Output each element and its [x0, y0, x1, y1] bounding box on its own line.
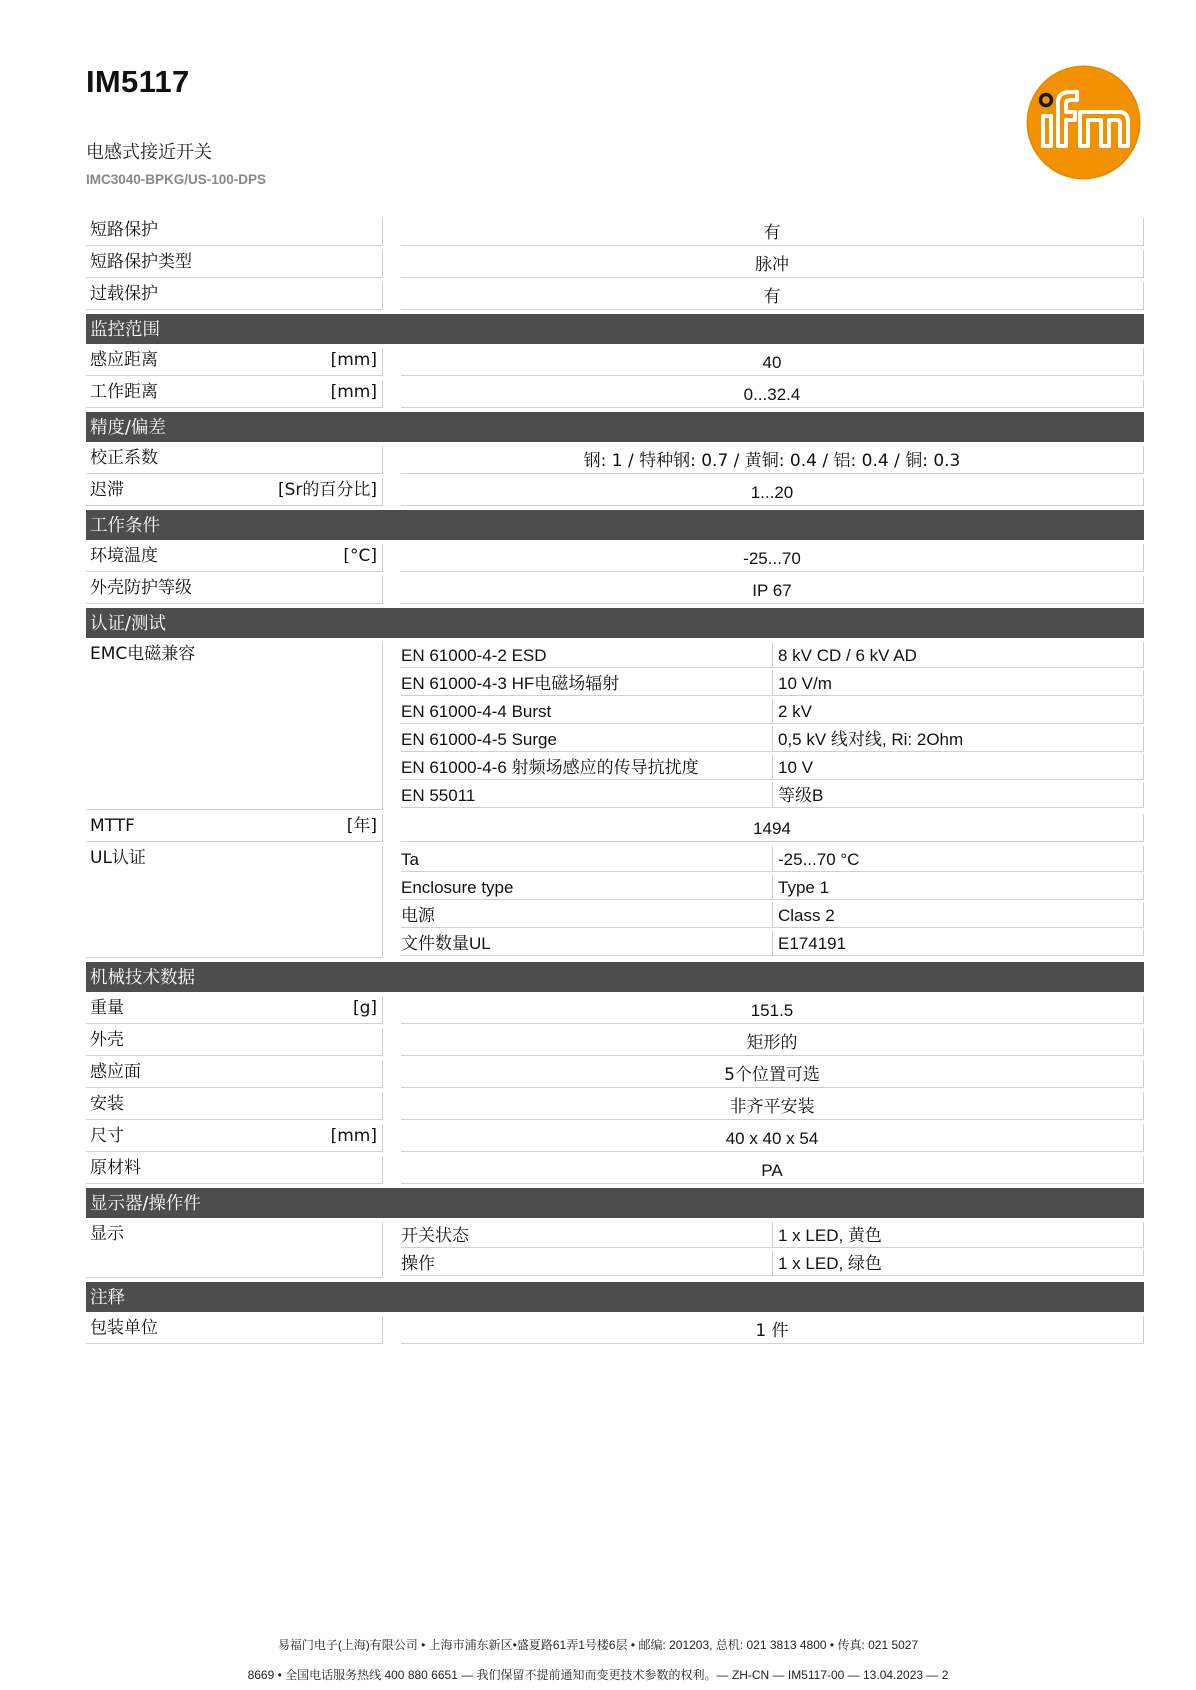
- spec-value: 矩形的: [401, 1028, 1144, 1056]
- section-header-display: 显示器/操作件: [86, 1188, 1144, 1218]
- spec-label: 原材料: [90, 1158, 141, 1178]
- section-header-accuracy: 精度/偏差: [86, 412, 1144, 442]
- sub-row: 文件数量UL E174191: [401, 930, 1144, 956]
- spec-row: [86, 1060, 1144, 1088]
- footer-line-2: 8669 • 全国电话服务热线 400 880 6651 — 我们保留不提前通知而变更技术参数的权利。— ZH-CN — IM5117-00 — 13.04.2023 — 2: [247, 1668, 949, 1682]
- section-header-approvals: 认证/测试: [86, 608, 1144, 638]
- svg-text:ifm: ifm: [1025, 64, 1027, 65]
- spec-unit: [g]: [352, 998, 377, 1018]
- spec-table: [86, 218, 1144, 1348]
- spec-group-ul: [86, 846, 1144, 958]
- spec-value: 有: [401, 282, 1144, 310]
- spec-value: 有: [401, 218, 1144, 246]
- spec-label: 迟滞: [90, 480, 124, 500]
- spec-value: -25...70: [401, 544, 1144, 572]
- spec-row: [86, 380, 1144, 408]
- spec-label: 重量: [90, 998, 124, 1018]
- article-code: IMC3040-BPKG/US-100-DPS: [86, 172, 267, 187]
- section-header-notes: 注释: [86, 1282, 1144, 1312]
- spec-label: 校正系数: [90, 448, 158, 468]
- footer-line-1: 易福门电子(上海)有限公司 • 上海市浦东新区•盛夏路61弄1号楼6层 • 邮编: 201203, 总机: 021 3813 4800 • 传真: 021 5027: [277, 1638, 919, 1652]
- spec-row: [86, 1028, 1144, 1056]
- spec-row: [86, 250, 1144, 278]
- spec-unit: [mm]: [330, 1126, 377, 1146]
- spec-value: 40 x 40 x 54: [401, 1124, 1144, 1152]
- spec-value: 钢: 1 / 特种钢: 0.7 / 黄铜: 0.4 / 铝: 0.4 / 铜: 0.3: [401, 446, 1144, 474]
- spec-label: 过载保护: [90, 284, 158, 304]
- spec-value: 1...20: [401, 478, 1144, 506]
- spec-row: [86, 478, 1144, 506]
- spec-row: [86, 1316, 1144, 1344]
- spec-row: [86, 348, 1144, 376]
- spec-label: MTTF: [90, 816, 135, 836]
- spec-label: 显示: [90, 1224, 124, 1244]
- spec-value: IP 67: [401, 576, 1144, 604]
- spec-row: [86, 282, 1144, 310]
- spec-value: 5个位置可选: [401, 1060, 1144, 1088]
- spec-row-mttf: [86, 814, 1144, 842]
- spec-label: 感应面: [90, 1062, 141, 1082]
- spec-value: 0...32.4: [401, 380, 1144, 408]
- spec-row: [86, 218, 1144, 246]
- spec-label: 外壳: [90, 1030, 124, 1050]
- sub-row: EN 55011 等级B: [401, 782, 1144, 808]
- spec-group-display: [86, 1222, 1144, 1278]
- spec-value: 脉冲: [401, 250, 1144, 278]
- spec-label: EMC电磁兼容: [90, 644, 196, 664]
- spec-unit: [mm]: [330, 350, 377, 370]
- spec-unit: [mm]: [330, 382, 377, 402]
- spec-value: 1 件: [401, 1316, 1144, 1344]
- spec-label: 外壳防护等级: [90, 578, 192, 598]
- section-header-mechanical: 机械技术数据: [86, 962, 1144, 992]
- spec-label: UL认证: [90, 848, 146, 868]
- spec-row: [86, 1156, 1144, 1184]
- page-title: IM5117: [86, 64, 190, 99]
- spec-row: [86, 1124, 1144, 1152]
- spec-row: [86, 446, 1144, 474]
- spec-group-emc: [86, 642, 1144, 810]
- spec-value: 非齐平安装: [401, 1092, 1144, 1120]
- spec-unit: [年]: [346, 816, 377, 836]
- sub-row: Enclosure type Type 1: [401, 874, 1144, 900]
- sub-row: EN 61000-4-2 ESD 8 kV CD / 6 kV AD: [401, 642, 1144, 668]
- spec-value: 1494: [401, 814, 1144, 842]
- sub-row: 开关状态 1 x LED, 黄色: [401, 1222, 1144, 1248]
- sub-row: 操作 1 x LED, 绿色: [401, 1250, 1144, 1276]
- spec-value: PA: [401, 1156, 1144, 1184]
- product-subtitle: 电感式接近开关: [86, 142, 212, 163]
- spec-label: 包装单位: [90, 1318, 158, 1338]
- sub-row: Ta -25...70 °C: [401, 846, 1144, 872]
- spec-unit: [°C]: [343, 546, 377, 566]
- spec-label: 工作距离: [90, 382, 158, 402]
- spec-unit: [Sr的百分比]: [277, 480, 377, 500]
- section-header-monitoring: 监控范围: [86, 314, 1144, 344]
- ifm-logo-icon: [1025, 64, 1142, 181]
- sub-row: EN 61000-4-3 HF电磁场辐射 10 V/m: [401, 670, 1144, 696]
- sub-row: EN 61000-4-5 Surge 0,5 kV 线对线, Ri: 2Ohm: [401, 726, 1144, 752]
- spec-label: 环境温度: [90, 546, 158, 566]
- sub-row: 电源 Class 2: [401, 902, 1144, 928]
- spec-label: 感应距离: [90, 350, 158, 370]
- section-header-operating: 工作条件: [86, 510, 1144, 540]
- spec-label: 尺寸: [90, 1126, 124, 1146]
- spec-label: 短路保护: [90, 220, 158, 240]
- spec-row: [86, 1092, 1144, 1120]
- sub-row: EN 61000-4-4 Burst 2 kV: [401, 698, 1144, 724]
- spec-row: [86, 996, 1144, 1024]
- spec-label: 短路保护类型: [90, 252, 192, 272]
- spec-label: 安装: [90, 1094, 124, 1114]
- spec-value: 151.5: [401, 996, 1144, 1024]
- spec-value: 40: [401, 348, 1144, 376]
- sub-row: EN 61000-4-6 射频场感应的传导抗扰度 10 V: [401, 754, 1144, 780]
- spec-row: [86, 544, 1144, 572]
- spec-row: [86, 576, 1144, 604]
